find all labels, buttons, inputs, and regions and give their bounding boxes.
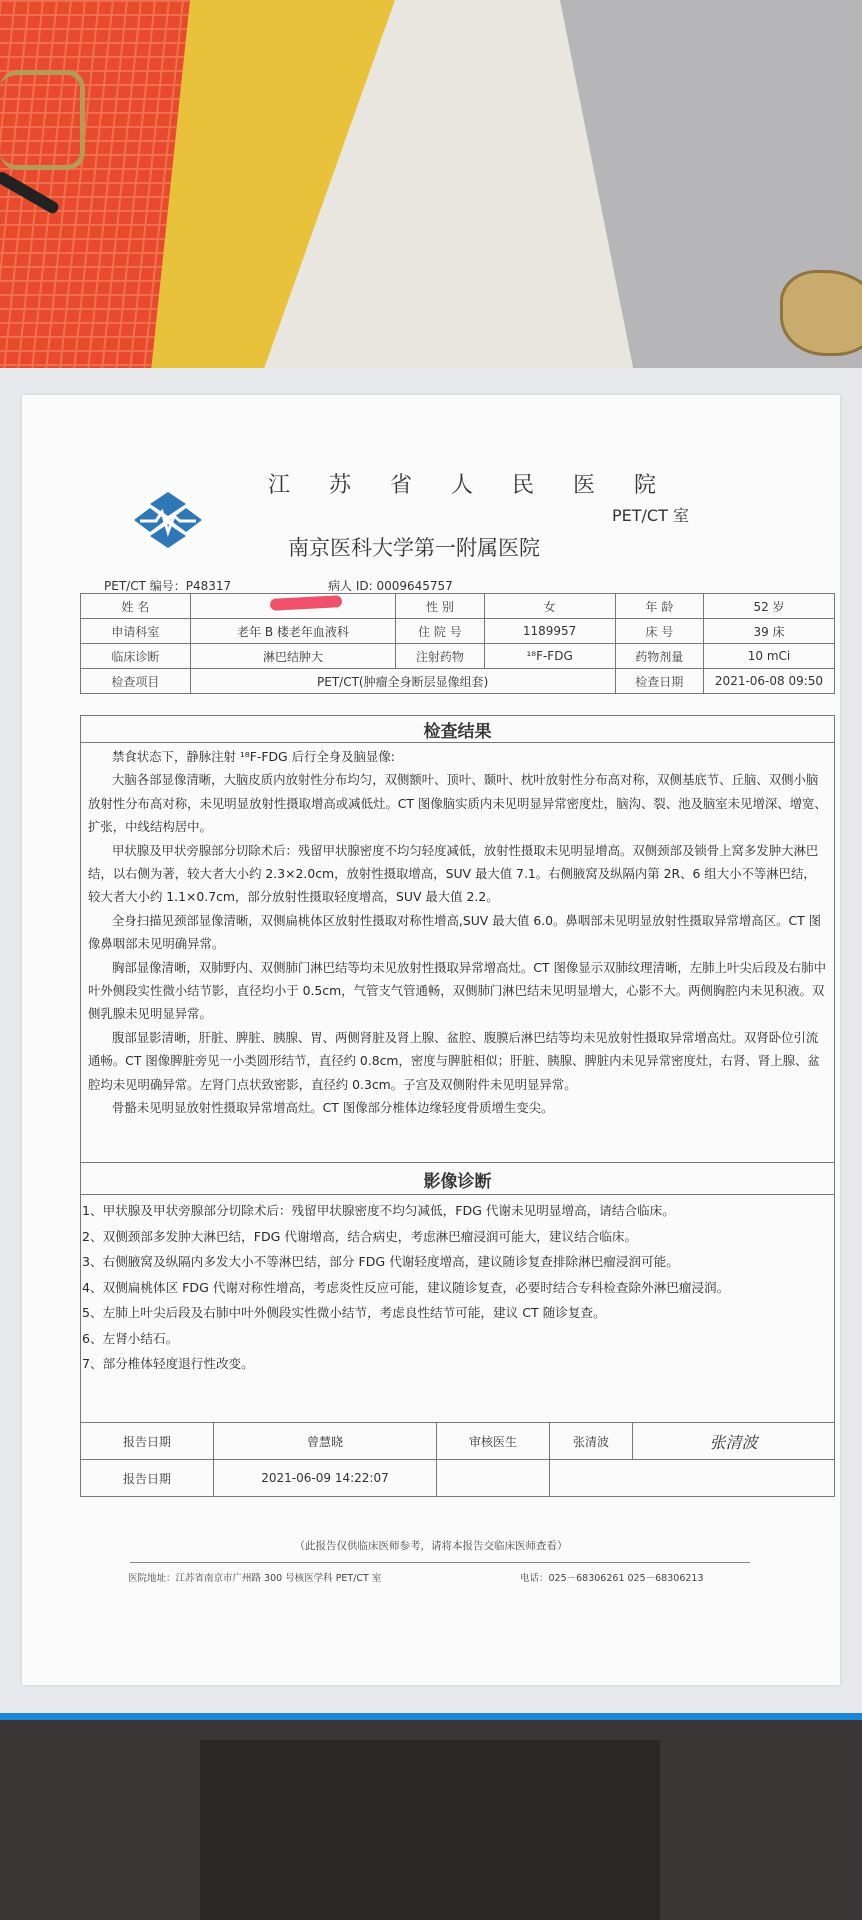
exam-date-label: 检查日期 xyxy=(615,669,703,694)
footer-divider xyxy=(130,1562,750,1563)
department-name: PET/CT 室 xyxy=(612,506,689,525)
diagnosis-item: 3、右侧腋窝及纵隔内多发大小不等淋巴结，部分 FDG 代谢轻度增高，建议随诊复查排除淋巴瘤浸润可能。 xyxy=(82,1254,679,1269)
clinical-diagnosis-label: 临床诊断 xyxy=(81,644,191,669)
doctor-signature: 张清波 xyxy=(633,1423,835,1460)
table-row xyxy=(81,619,835,644)
divider xyxy=(80,1162,835,1163)
hospital-name: 江 苏 省 人 民 医 院 xyxy=(268,473,672,498)
patient-id: 病人 ID: 0009645757 xyxy=(328,579,453,593)
dose-label: 药物剂量 xyxy=(615,644,703,669)
empty-cell xyxy=(437,1460,550,1497)
divider xyxy=(80,742,835,743)
diagnosis-title: 影像诊断 xyxy=(423,1172,492,1192)
findings-body xyxy=(88,745,828,1120)
bed-value: 39 床 xyxy=(703,619,834,644)
findings-paragraph: 禁食状态下，静脉注射 ¹⁸F-FDG 后行全身及脑显像: xyxy=(112,749,395,764)
age-value: 52 岁 xyxy=(703,594,834,619)
hospital-phone: 电话：025－68306261 025－68306213 xyxy=(520,1573,704,1584)
name-label: 姓 名 xyxy=(81,594,191,619)
background-legs xyxy=(200,1740,660,1920)
divider xyxy=(80,1194,835,1195)
exam-item-label: 检查项目 xyxy=(81,669,191,694)
disclaimer-note: （此报告仅供临床医师参考，请将本报告交临床医师查看） xyxy=(294,1540,568,1552)
tracer-label: 注射药物 xyxy=(396,644,484,669)
diagnosis-item: 1、甲状腺及甲状旁腺部分切除术后：残留甲状腺密度不均匀减低，FDG 代谢未见明显增高，请结合临床。 xyxy=(82,1203,675,1218)
findings-title: 检查结果 xyxy=(423,722,492,742)
table-row xyxy=(81,1423,835,1460)
exam-date-value: 2021-06-08 09:50 xyxy=(703,669,834,694)
sex-label: 性 别 xyxy=(396,594,484,619)
findings-paragraph: 骨骼未见明显放射性摄取异常增高灶。CT 图像部分椎体边缘轻度骨质增生变尖。 xyxy=(112,1100,554,1116)
admission-no-label: 住 院 号 xyxy=(396,619,484,644)
report-doctor-label: 报告日期 xyxy=(81,1423,214,1460)
bed-label: 床 号 xyxy=(615,619,703,644)
findings-paragraph: 胸部显像清晰，双肺野内、双侧肺门淋巴结等均未见放射性摄取异常增高灶。CT 图像显示双肺纹理清晰，左肺上叶尖后段及右肺中叶外侧段实性微小结节影，直径均小于 0.5cm，气管支气管通畅，双侧肺门淋巴结未见明显增大，心影不大。两侧胸腔内未见积液。双侧乳腺未见明显异常。 xyxy=(88,959,827,1022)
table-row xyxy=(81,594,835,619)
table-row xyxy=(81,1460,835,1497)
findings-paragraph: 甲状腺及甲状旁腺部分切除术后：残留甲状腺密度不均匀轻度减低，放射性摄取未见明显增高。双侧颈部及锁骨上窝多发肿大淋巴结，以右侧为著，较大者大小约 2.3×2.0cm，放射性摄取增高，SUV 最大值 7.1。右侧腋窝及纵隔内第 2R、6 组大小不等淋巴结，较大者大小约 1.1×0.7cm，部分放射性摄取轻度增高，SUV 最大值 2.2。 xyxy=(88,842,819,905)
dose-value: 10 mCi xyxy=(703,644,834,669)
report-date-label: 报告日期 xyxy=(81,1460,214,1497)
tracer-value: ¹⁸F-FDG xyxy=(484,644,615,669)
age-label: 年 龄 xyxy=(615,594,703,619)
findings-paragraph: 大脑各部显像清晰，大脑皮质内放射性分布均匀，双侧额叶、顶叶、颞叶、枕叶放射性分布高对称，双侧基底节、丘脑、双侧小脑放射性分布高对称，未见明显放射性摄取增高或减低灶。CT 图像脑实质内未见明显异常密度灶，脑沟、裂、池及脑室未见增深、增宽、扩张，中线结构居中。 xyxy=(88,772,827,835)
diagnosis-item: 4、双侧扁桃体区 FDG 代谢对称性增高，考虑炎性反应可能，建议随诊复查，必要时结合专科检查除外淋巴瘤浸润。 xyxy=(82,1279,730,1295)
diagnosis-item: 2、双侧颈部多发肿大淋巴结，FDG 代谢增高，结合病史，考虑淋巴瘤浸润可能大，建议结合临床。 xyxy=(82,1228,638,1244)
diagnosis-list xyxy=(80,1198,830,1377)
findings-paragraph: 腹部显影清晰，肝脏、脾脏、胰腺、胃、两侧肾脏及肾上腺、盆腔、腹膜后淋巴结等均未见放射性摄取异常增高灶。双肾卧位引流通畅。CT 图像脾脏旁见一小类圆形结节，直径约 0.8cm，密度与脾脏相似；肝脏、胰腺、脾脏内未见异常密度灶，右肾、肾上腺、盆腔均未见明确异常。左肾门点状致密影，直径约 0.3cm。子宫及双侧附件未见明显异常。 xyxy=(88,1029,820,1092)
hospital-logo-icon xyxy=(132,490,204,554)
dried-leaf xyxy=(780,270,862,356)
patient-info-table xyxy=(80,593,835,694)
review-doctor-label: 审核医生 xyxy=(437,1423,550,1460)
hospital-address: 医院地址：江苏省南京市广州路 300 号核医学科 PET/CT 室 xyxy=(128,1573,382,1584)
findings-paragraph: 全身扫描见颈部显像清晰，双侧扁桃体区放射性摄取对称性增高,SUV 最大值 6.0。鼻咽部未见明显放射性摄取异常增高区。CT 图像鼻咽部未见明确异常。 xyxy=(88,912,822,952)
petct-number: PET/CT 编号：P48317 xyxy=(104,579,232,593)
diagnosis-item: 7、部分椎体轻度退行性改变。 xyxy=(82,1356,254,1371)
table-row xyxy=(81,669,835,694)
department-value: 老年 B 楼老年血液科 xyxy=(190,619,396,644)
table-row xyxy=(81,644,835,669)
hospital-affiliation: 南京医科大学第一附属医院 xyxy=(288,536,540,560)
review-doctor-value: 张清波 xyxy=(550,1423,633,1460)
eyeglasses xyxy=(0,70,85,170)
diagnosis-item: 6、左肾小结石。 xyxy=(82,1330,179,1346)
diagnosis-item: 5、左肺上叶尖后段及右肺中叶外侧段实性微小结节，考虑良性结节可能，建议 CT 随诊复查。 xyxy=(82,1305,606,1320)
report-date-value: 2021-06-09 14:22:07 xyxy=(214,1460,437,1497)
empty-cell xyxy=(550,1460,835,1497)
department-label: 申请科室 xyxy=(81,619,191,644)
clinical-diagnosis-value: 淋巴结肿大 xyxy=(190,644,396,669)
exam-item-value: PET/CT(肿瘤全身断层显像组套) xyxy=(190,669,615,694)
report-doctor-value: 曾慧晓 xyxy=(214,1423,437,1460)
sex-value: 女 xyxy=(484,594,615,619)
admission-no-value: 1189957 xyxy=(484,619,615,644)
signature-table xyxy=(80,1422,835,1497)
